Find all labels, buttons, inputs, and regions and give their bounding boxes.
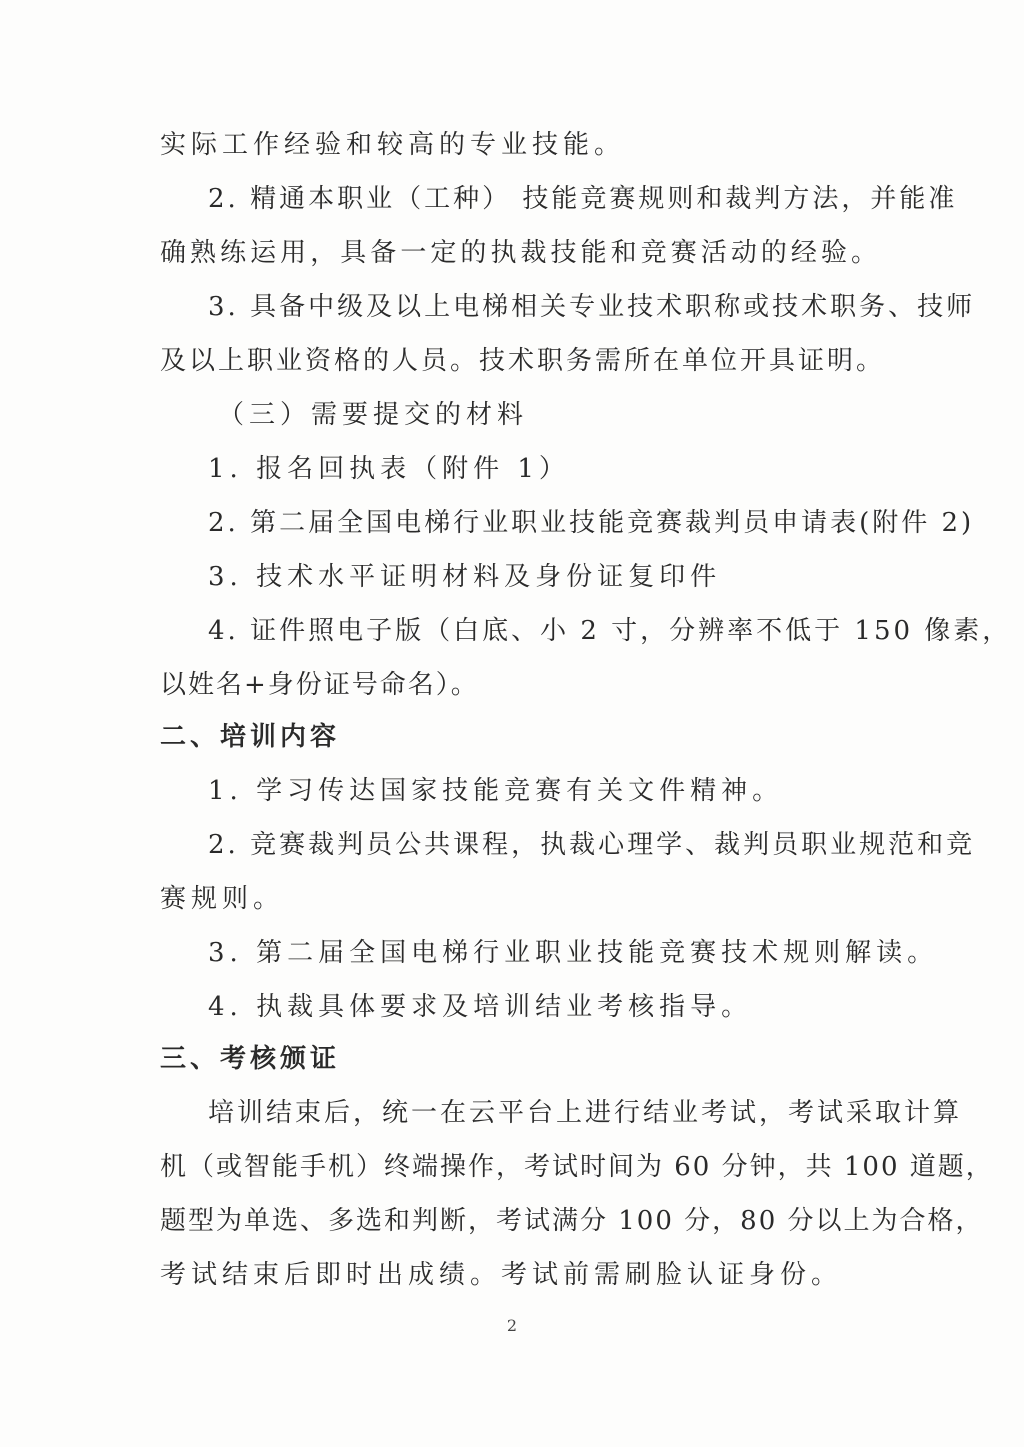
paragraph-line: 以姓名+身份证号命名）。 <box>160 670 479 700</box>
section-heading: 三、考核颁证 <box>160 1044 341 1074</box>
list-item: 3. 技术水平证明材料及身份证复印件 <box>208 562 722 592</box>
paragraph-line: 赛规则。 <box>160 884 285 914</box>
list-item: 4. 执裁具体要求及培训结业考核指导。 <box>208 992 753 1022</box>
list-item: 2. 竞赛裁判员公共课程，执裁心理学、裁判员职业规范和竞 <box>208 830 976 860</box>
list-item: 2. 第二届全国电梯行业职业技能竞赛裁判员申请表(附件 2) <box>208 508 975 538</box>
page-number: 2 <box>506 1316 518 1335</box>
list-item: 4. 证件照电子版（白底、小 2 寸，分辨率不低于 150 像素， <box>208 616 1012 646</box>
paragraph-line: 确熟练运用，具备一定的执裁技能和竞赛活动的经验。 <box>160 238 880 268</box>
paragraph-line: 培训结束后，统一在云平台上进行结业考试，考试采取计算 <box>208 1098 963 1128</box>
paragraph-line: 及以上职业资格的人员。技术职务需所在单位开具证明。 <box>160 346 886 376</box>
section-subheading: （三）需要提交的材料 <box>218 400 529 430</box>
list-item: 1. 报名回执表（附件 1） <box>208 454 570 484</box>
section-heading: 二、培训内容 <box>160 722 341 752</box>
paragraph-line: 实际工作经验和较高的专业技能。 <box>160 130 626 160</box>
paragraph-line: 考试结束后即时出成绩。考试前需刷脸认证身份。 <box>160 1260 843 1290</box>
paragraph-line: 3. 具备中级及以上电梯相关专业技术职称或技术职务、技师 <box>208 292 976 322</box>
list-item: 1. 学习传达国家技能竞赛有关文件精神。 <box>208 776 784 806</box>
list-item: 3. 第二届全国电梯行业职业技能竞赛技术规则解读。 <box>208 938 939 968</box>
paragraph-line: 2. 精通本职业（工种） 技能竞赛规则和裁判方法，并能准 <box>208 184 958 214</box>
paragraph-line: 机（或智能手机）终端操作，考试时间为 60 分钟，共 100 道题， <box>160 1152 994 1182</box>
paragraph-line: 题型为单选、多选和判断，考试满分 100 分，80 分以上为合格， <box>160 1206 984 1236</box>
